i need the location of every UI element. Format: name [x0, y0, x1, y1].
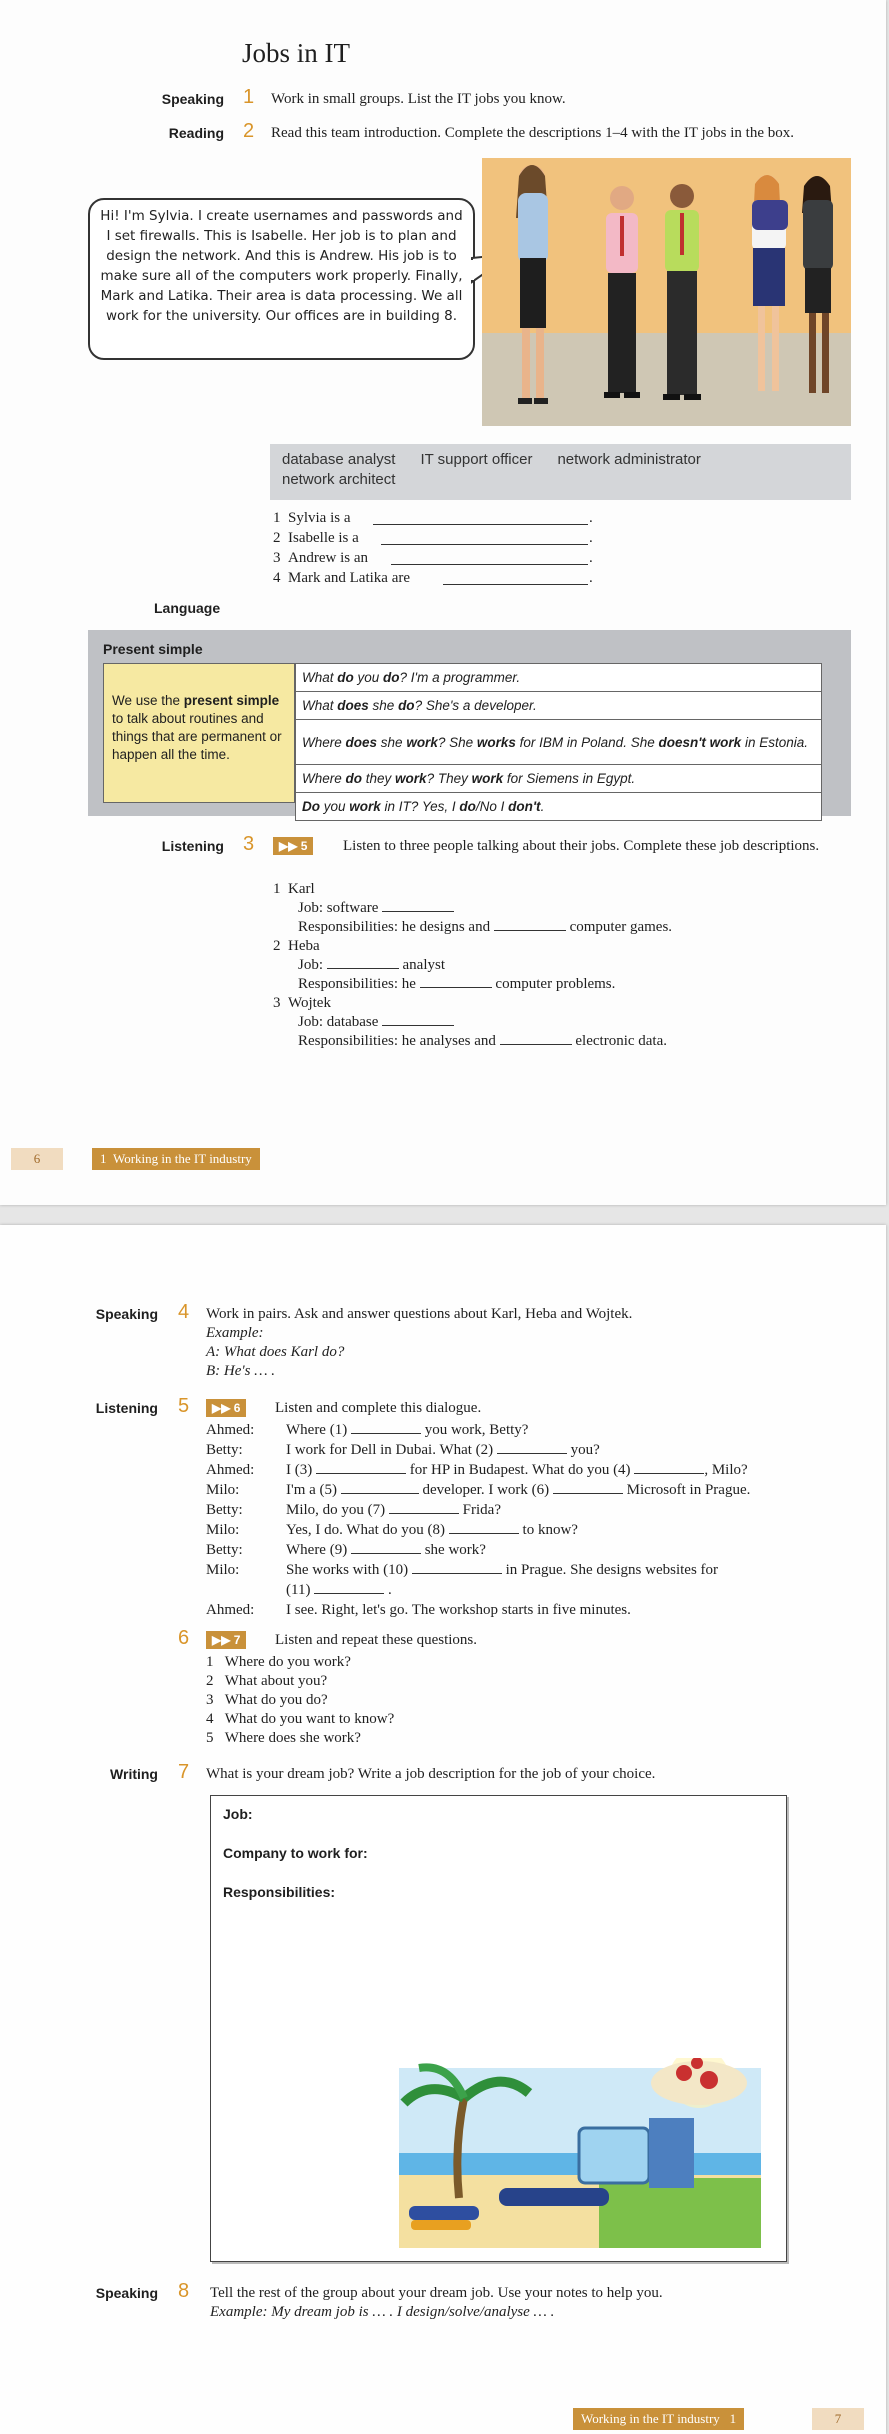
exercise-instruction: Work in small groups. List the IT jobs you know. [271, 91, 566, 107]
listening-label: Listening [161, 838, 224, 854]
speech-bubble: Hi! I'm Sylvia. I create usernames and passwords and I set firewalls. This is Isabelle. Her job is to plan and design the network. And this is Andrew. His job is to make sure all of the computers work properly. Finally, Mark and Latika. Their area is data processing. We all work for the university. Our offices are in building 8. [88, 198, 475, 360]
exercise-number: 8 [178, 2280, 190, 2302]
list-item: 4 What do you want to know? [206, 1711, 395, 1727]
unit-footer: Working in the IT industry 1 [573, 2408, 744, 2430]
exercise-instruction: Listen to three people talking about their jobs. Complete these job descriptions. [343, 838, 820, 854]
form-label-responsibilities: Responsibilities: [223, 1884, 336, 1900]
dialogue-line: Betty: Where (9) she work? [206, 1542, 486, 1558]
exercise-number: 6 [178, 1627, 190, 1649]
list-item: 3 What do you do? [206, 1692, 328, 1708]
answer-blank[interactable] [389, 1501, 459, 1514]
speaking-label: Speaking [95, 1306, 158, 1322]
present-simple-box [88, 630, 851, 816]
dialogue-line: Milo: Yes, I do. What do you (8) to know? [206, 1522, 578, 1538]
answer-blank[interactable] [382, 899, 454, 912]
exercise-number: 4 [178, 1301, 190, 1323]
exercise-instruction: Tell the rest of the group about your dream job. Use your notes to help you. [210, 2285, 663, 2301]
reading-label: Reading [168, 125, 224, 141]
list-item: Responsibilities: he analyses and electronic data. [298, 1033, 668, 1049]
list-item: 1 Sylvia is a . [273, 510, 593, 526]
grammar-rule: We use the present simple to talk about routines and things that are permanent or happen all the time. [103, 663, 295, 803]
answer-blank[interactable] [327, 956, 399, 969]
job-field[interactable] [271, 1806, 771, 1824]
dialogue-line: Ahmed: I see. Right, let's go. The workshop starts in five minutes. [206, 1602, 631, 1618]
example-row: Where does she work? She works for IBM in Poland. She doesn't work in Estonia. [296, 720, 822, 765]
dialogue-line: (11) . [286, 1582, 392, 1598]
job-descriptions-list [273, 880, 793, 1051]
answer-blank[interactable] [382, 1013, 454, 1026]
speaking-label: Speaking [161, 91, 224, 107]
audio-track-badge[interactable]: ▶▶ 7 [206, 1631, 246, 1649]
answer-blank[interactable] [553, 1481, 623, 1494]
jobs-box [270, 444, 851, 500]
audio-track-badge[interactable]: ▶▶ 6 [206, 1399, 246, 1417]
answer-blank[interactable] [381, 532, 588, 545]
page-title: Jobs in IT [242, 38, 350, 68]
list-item: 3 Andrew is an . [273, 550, 593, 566]
example-line: A: What does Karl do? [206, 1344, 345, 1360]
dialogue-line: Ahmed: Where (1) you work, Betty? [206, 1422, 529, 1438]
list-item: Job: analyst [298, 957, 446, 973]
example-row: Do you work in IT? Yes, I do/No I don't. [296, 793, 822, 821]
exercise-number: 3 [243, 833, 255, 855]
descriptions-list [273, 509, 633, 589]
audio-track-badge[interactable]: ▶▶ 5 [273, 837, 313, 855]
answer-blank[interactable] [351, 1421, 421, 1434]
company-field[interactable] [381, 1845, 771, 1863]
job-option: network architect [282, 471, 396, 488]
exercise-instruction: Read this team introduction. Complete the descriptions 1–4 with the IT jobs in the box. [271, 125, 794, 141]
exercise-number: 1 [243, 86, 255, 108]
exercise-number: 7 [178, 1761, 190, 1783]
exercise-instruction: Work in pairs. Ask and answer questions about Karl, Heba and Wojtek. [206, 1306, 633, 1322]
answer-blank[interactable] [494, 918, 566, 931]
list-item: 2 Heba [273, 938, 320, 954]
job-option: IT support officer [420, 451, 533, 468]
writing-label: Writing [110, 1766, 158, 1782]
exercise-number: 5 [178, 1395, 190, 1417]
list-item: 5 Where does she work? [206, 1730, 361, 1746]
example-row: What do you do? I'm a programmer. [296, 664, 822, 692]
answer-blank[interactable] [420, 975, 492, 988]
example-row: Where do they work? They work for Siemens in Egypt. [296, 765, 822, 793]
list-item: Job: software [273, 899, 793, 918]
page-number: 6 [11, 1148, 63, 1170]
grammar-examples-table [295, 663, 822, 821]
form-label-job: Job: [223, 1806, 253, 1822]
example-line: Example: My dream job is … . I design/solve/analyse … . [210, 2304, 555, 2320]
dialogue-line: Milo: I'm a (5) developer. I work (6) Microsoft in Prague. [206, 1482, 751, 1498]
list-item: 4 Mark and Latika are . [273, 570, 593, 586]
page-7 [0, 1225, 886, 2434]
list-item: 2 Isabelle is a . [273, 530, 593, 546]
answer-blank[interactable] [373, 512, 588, 525]
answer-blank[interactable] [634, 1461, 704, 1474]
answer-blank[interactable] [391, 552, 588, 565]
example-row: What does she do? She's a developer. [296, 692, 822, 720]
answer-blank[interactable] [351, 1541, 421, 1554]
form-label-company: Company to work for: [223, 1845, 368, 1861]
answer-blank[interactable] [412, 1561, 502, 1574]
job-option: network administrator [557, 451, 701, 468]
answer-blank[interactable] [341, 1481, 419, 1494]
list-item: 3 Wojtek [273, 995, 331, 1011]
dialogue-line: Betty: I work for Dell in Dubai. What (2) you? [206, 1442, 600, 1458]
answer-blank[interactable] [314, 1581, 384, 1594]
beach-laptop-illustration [399, 2058, 761, 2248]
answer-blank[interactable] [443, 572, 588, 585]
answer-blank[interactable] [497, 1441, 567, 1454]
exercise-instruction: What is your dream job? Write a job description for the job of your choice. [206, 1766, 656, 1782]
dialogue-line: Betty: Milo, do you (7) Frida? [206, 1502, 501, 1518]
page-6 [0, 0, 886, 1205]
list-item: Responsibilities: he computer problems. [298, 976, 616, 992]
grammar-heading: Present simple [103, 641, 203, 657]
responsibilities-field[interactable] [223, 1906, 773, 2056]
job-option: database analyst [282, 451, 396, 468]
dialogue-line: Milo: She works with (10) in Prague. She designs websites for [206, 1562, 719, 1578]
list-item: 2 What about you? [206, 1673, 328, 1689]
team-illustration [482, 158, 851, 426]
example-label: Example: [206, 1325, 264, 1341]
exercise-instruction: Listen and repeat these questions. [275, 1632, 478, 1648]
dialogue-line: Ahmed: I (3) for HP in Budapest. What do you (4) , Milo? [206, 1462, 748, 1478]
questions-list [206, 1653, 394, 1748]
exercise-number: 2 [243, 120, 255, 142]
page-number: 7 [812, 2408, 864, 2430]
exercise-instruction: Listen and complete this dialogue. [275, 1400, 482, 1416]
language-label: Language [154, 600, 221, 616]
example-line: B: He's … . [206, 1363, 276, 1379]
list-item: Job: database [273, 1013, 793, 1032]
answer-blank[interactable] [500, 1032, 572, 1045]
dream-job-form [210, 1795, 787, 2262]
list-item: Responsibilities: he designs and computer games. [298, 919, 673, 935]
answer-blank[interactable] [316, 1461, 406, 1474]
speaking-label: Speaking [95, 2285, 158, 2301]
unit-footer: 1 Working in the IT industry [92, 1148, 260, 1170]
answer-blank[interactable] [449, 1521, 519, 1534]
list-item: 1 Karl [273, 881, 315, 897]
list-item: 1 Where do you work? [206, 1654, 351, 1670]
listening-label: Listening [95, 1400, 158, 1416]
dialogue [206, 1420, 806, 1620]
